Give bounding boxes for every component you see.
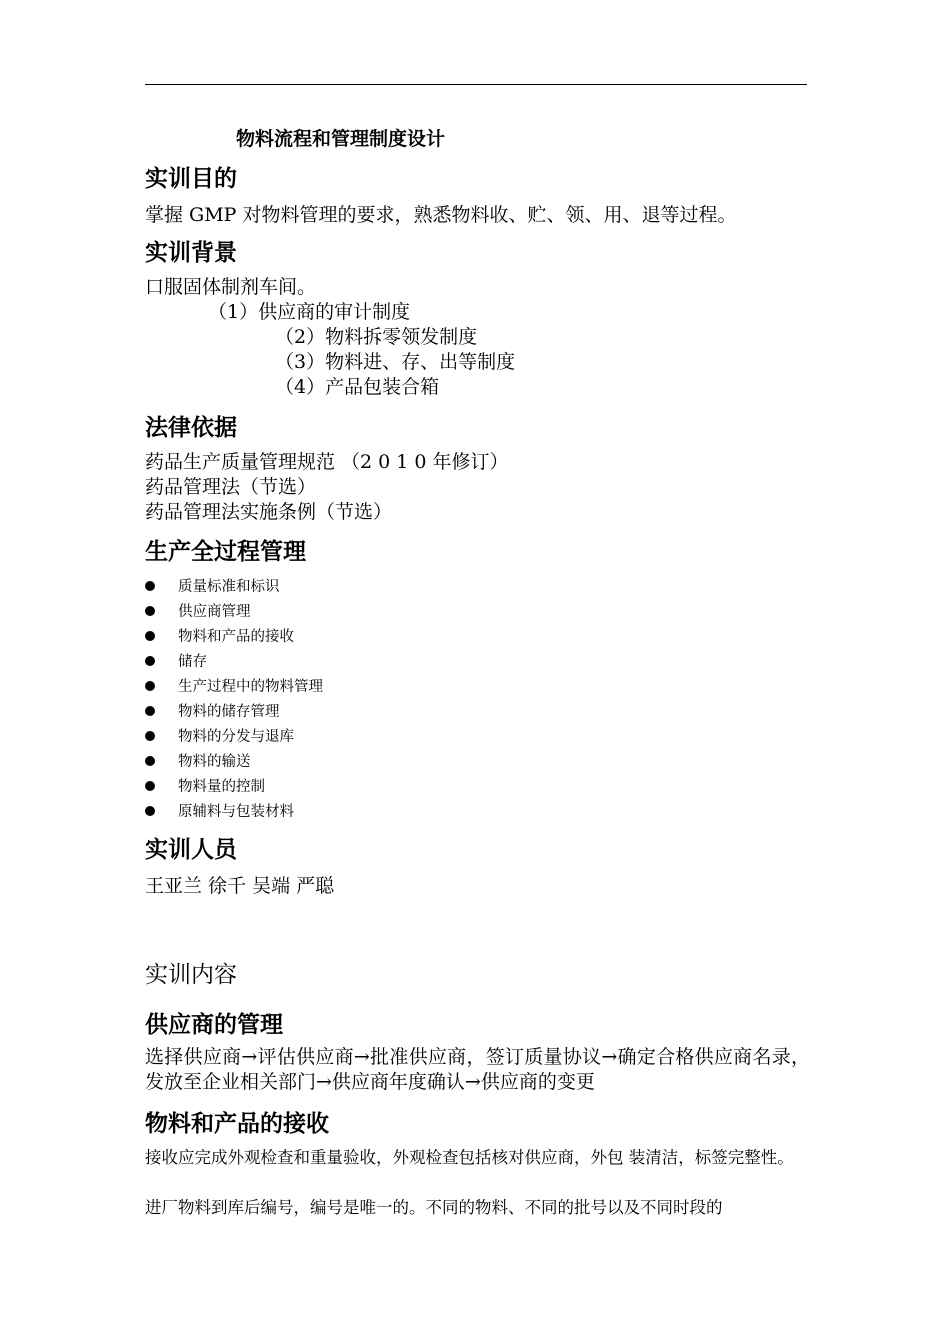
list-item-label: 储存 <box>178 654 207 670</box>
list-item-label: 物料和产品的接收 <box>178 629 294 645</box>
header-rule <box>145 84 807 85</box>
list-item <box>145 748 323 773</box>
list-item-label: 供应商管理 <box>178 604 251 620</box>
legal-item: 药品管理法（节选） <box>145 476 317 498</box>
bullet-icon <box>145 706 155 716</box>
background-item: （3）物料进、存、出等制度 <box>275 351 516 373</box>
personnel-names: 王亚兰 徐千 吴端 严聪 <box>145 875 335 897</box>
receiving-text: 接收应完成外观检查和重量验收，外观检查包括核对供应商，外包 装清洁，标签完整性。 <box>145 1148 794 1167</box>
process-bullet-list <box>145 573 323 823</box>
list-item <box>145 798 323 823</box>
list-item <box>145 698 323 723</box>
list-item-label: 原辅料与包装材料 <box>178 804 294 820</box>
heading-process: 生产全过程管理 <box>145 539 306 565</box>
heading-content: 实训内容 <box>145 962 237 988</box>
bullet-icon <box>145 756 155 766</box>
list-item-label: 生产过程中的物料管理 <box>178 679 323 695</box>
purpose-text: 掌握 GMP 对物料管理的要求，熟悉物料收、贮、领、用、退等过程。 <box>145 204 737 226</box>
list-item <box>145 648 323 673</box>
list-item-label: 物料的储存管理 <box>178 704 280 720</box>
background-item: （2）物料拆零领发制度 <box>275 326 478 348</box>
bullet-icon <box>145 806 155 816</box>
list-item-label: 物料的输送 <box>178 754 251 770</box>
heading-personnel: 实训人员 <box>145 837 237 863</box>
list-item-label: 物料的分发与退库 <box>178 729 294 745</box>
bullet-icon <box>145 631 155 641</box>
supplier-text: 选择供应商→评估供应商→批准供应商，签订质量协议→确定合格供应商名录，发放至企业相关部门→供应商年度确认→供应商的变更 <box>145 1046 810 1093</box>
legal-item: 药品生产质量管理规范 （2 0 1 0 年修订） <box>145 451 509 473</box>
heading-legal: 法律依据 <box>145 415 237 441</box>
list-item <box>145 623 323 648</box>
background-item: （4）产品包装合箱 <box>275 376 440 398</box>
bullet-icon <box>145 581 155 591</box>
document-title: 物料流程和管理制度设计 <box>236 128 446 150</box>
heading-background: 实训背景 <box>145 240 237 266</box>
bullet-icon <box>145 606 155 616</box>
receiving-text: 进厂物料到库后编号，编号是唯一的。不同的物料、不同的批号以及不同时段的 <box>145 1198 723 1217</box>
list-item <box>145 598 323 623</box>
bullet-icon <box>145 731 155 741</box>
heading-receiving: 物料和产品的接收 <box>145 1111 329 1137</box>
heading-purpose: 实训目的 <box>145 166 237 192</box>
background-intro: 口服固体制剂车间。 <box>145 276 317 298</box>
bullet-icon <box>145 781 155 791</box>
background-item: （1）供应商的审计制度 <box>208 301 411 323</box>
list-item-label: 质量标准和标识 <box>178 579 280 595</box>
list-item <box>145 723 323 748</box>
list-item-label: 物料量的控制 <box>178 779 265 795</box>
bullet-icon <box>145 681 155 691</box>
legal-item: 药品管理法实施条例（节选） <box>145 501 393 523</box>
bullet-icon <box>145 656 155 666</box>
list-item <box>145 673 323 698</box>
heading-supplier: 供应商的管理 <box>145 1012 283 1038</box>
list-item <box>145 573 323 598</box>
list-item <box>145 773 323 798</box>
